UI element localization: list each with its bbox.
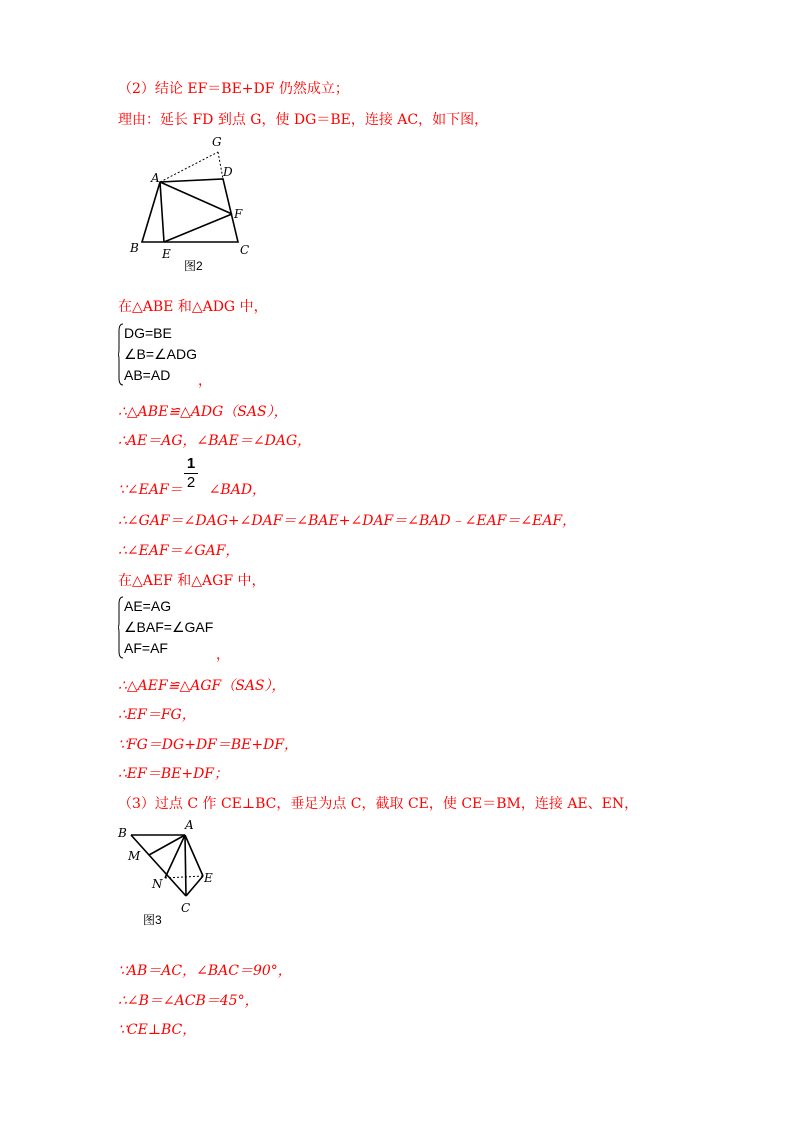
label-b: B [130, 241, 139, 255]
segment-ae [160, 182, 164, 242]
line-reason: 理由：延长 FD 到点 G，使 DG＝BE，连接 AC，如下图， [118, 112, 489, 128]
segment-af [160, 182, 232, 214]
line-ce-perp: ∵CE⊥BC， [118, 1022, 197, 1038]
figure-2 [120, 132, 270, 282]
line-in-aef-agf: 在△AEF 和△AGF 中， [118, 573, 266, 589]
equation-system-1 [118, 323, 197, 386]
label-b: B [118, 826, 127, 840]
label-n: N [152, 877, 163, 891]
line-ab-ac: ∵AB＝AC，∠BAC＝90°， [118, 963, 292, 979]
line-part3: （3）过点 C 作 CE⊥BC，垂足为点 C，截取 CE，使 CE＝BM，连接 AE、EN， [118, 796, 639, 812]
system-1-tail: ， [198, 373, 212, 389]
equation-system-2 [118, 596, 213, 659]
system-1-row-1: DG=BE [124, 325, 172, 341]
label-m: M [128, 849, 141, 863]
system-2-tail: ， [216, 647, 230, 663]
line-angle-45: ∴∠B＝∠ACB＝45°， [118, 993, 259, 1009]
line-ef-fg: ∴EF＝FG， [118, 707, 196, 723]
line-congruent-1: ∴△ABE≌△ADG（SAS）， [118, 404, 288, 420]
label-e: E [204, 871, 213, 885]
system-2-row-2: ∠BAF=∠GAF [124, 619, 214, 635]
line-fg-sum: ∵FG＝DG+DF＝BE+DF， [118, 737, 299, 753]
figure-3-caption: 图3 [143, 913, 162, 927]
line-ae-ag: ∴AE＝AG，∠BAE＝∠DAG， [118, 433, 312, 449]
brace-icon [118, 596, 124, 659]
line-gaf-chain: ∴∠GAF＝∠DAG+∠DAF＝∠BAE+∠DAF＝∠BAD﹣∠EAF＝∠EAF， [118, 513, 577, 529]
label-a: A [185, 818, 194, 832]
line-ef-conclusion: ∴EF＝BE+DF； [118, 766, 229, 782]
label-d: D [223, 165, 233, 179]
brace-icon [118, 323, 124, 386]
system-2-row-1: AE=AG [124, 598, 172, 614]
label-c: C [240, 243, 250, 257]
segment-ce [186, 876, 203, 896]
bad-text: ∠BAD， [208, 482, 267, 498]
label-f: F [234, 207, 243, 221]
dotted-ag [160, 152, 218, 182]
segment-ae [185, 835, 203, 876]
label-e: E [162, 247, 171, 261]
label-a: A [151, 171, 160, 185]
fraction-numerator: 1 [186, 455, 196, 472]
line-congruent-2: ∴△AEF≌△AGF（SAS）， [118, 678, 286, 694]
system-1-row-2: ∠B=∠ADG [124, 346, 197, 362]
eaf-text: ∵∠EAF＝ [118, 482, 183, 498]
segment-ef [164, 214, 232, 242]
system-2-row-3: AF=AF [124, 640, 168, 656]
label-g: G [212, 135, 222, 149]
line-eaf-gaf: ∴∠EAF＝∠GAF， [118, 543, 240, 559]
line-in-abe-adg: 在△ABE 和△ADG 中， [118, 299, 268, 315]
system-1-row-3: AB=AD [124, 367, 171, 383]
label-c: C [181, 901, 191, 915]
fraction-denominator: 2 [186, 474, 196, 491]
figure-2-caption: 图2 [184, 259, 203, 273]
line-conclusion: （2）结论 EF＝BE+DF 仍然成立； [118, 81, 349, 97]
figure-3 [115, 818, 225, 930]
segment-ac [185, 835, 186, 896]
fraction-one-half [184, 456, 198, 491]
dotted-ne [165, 876, 203, 878]
